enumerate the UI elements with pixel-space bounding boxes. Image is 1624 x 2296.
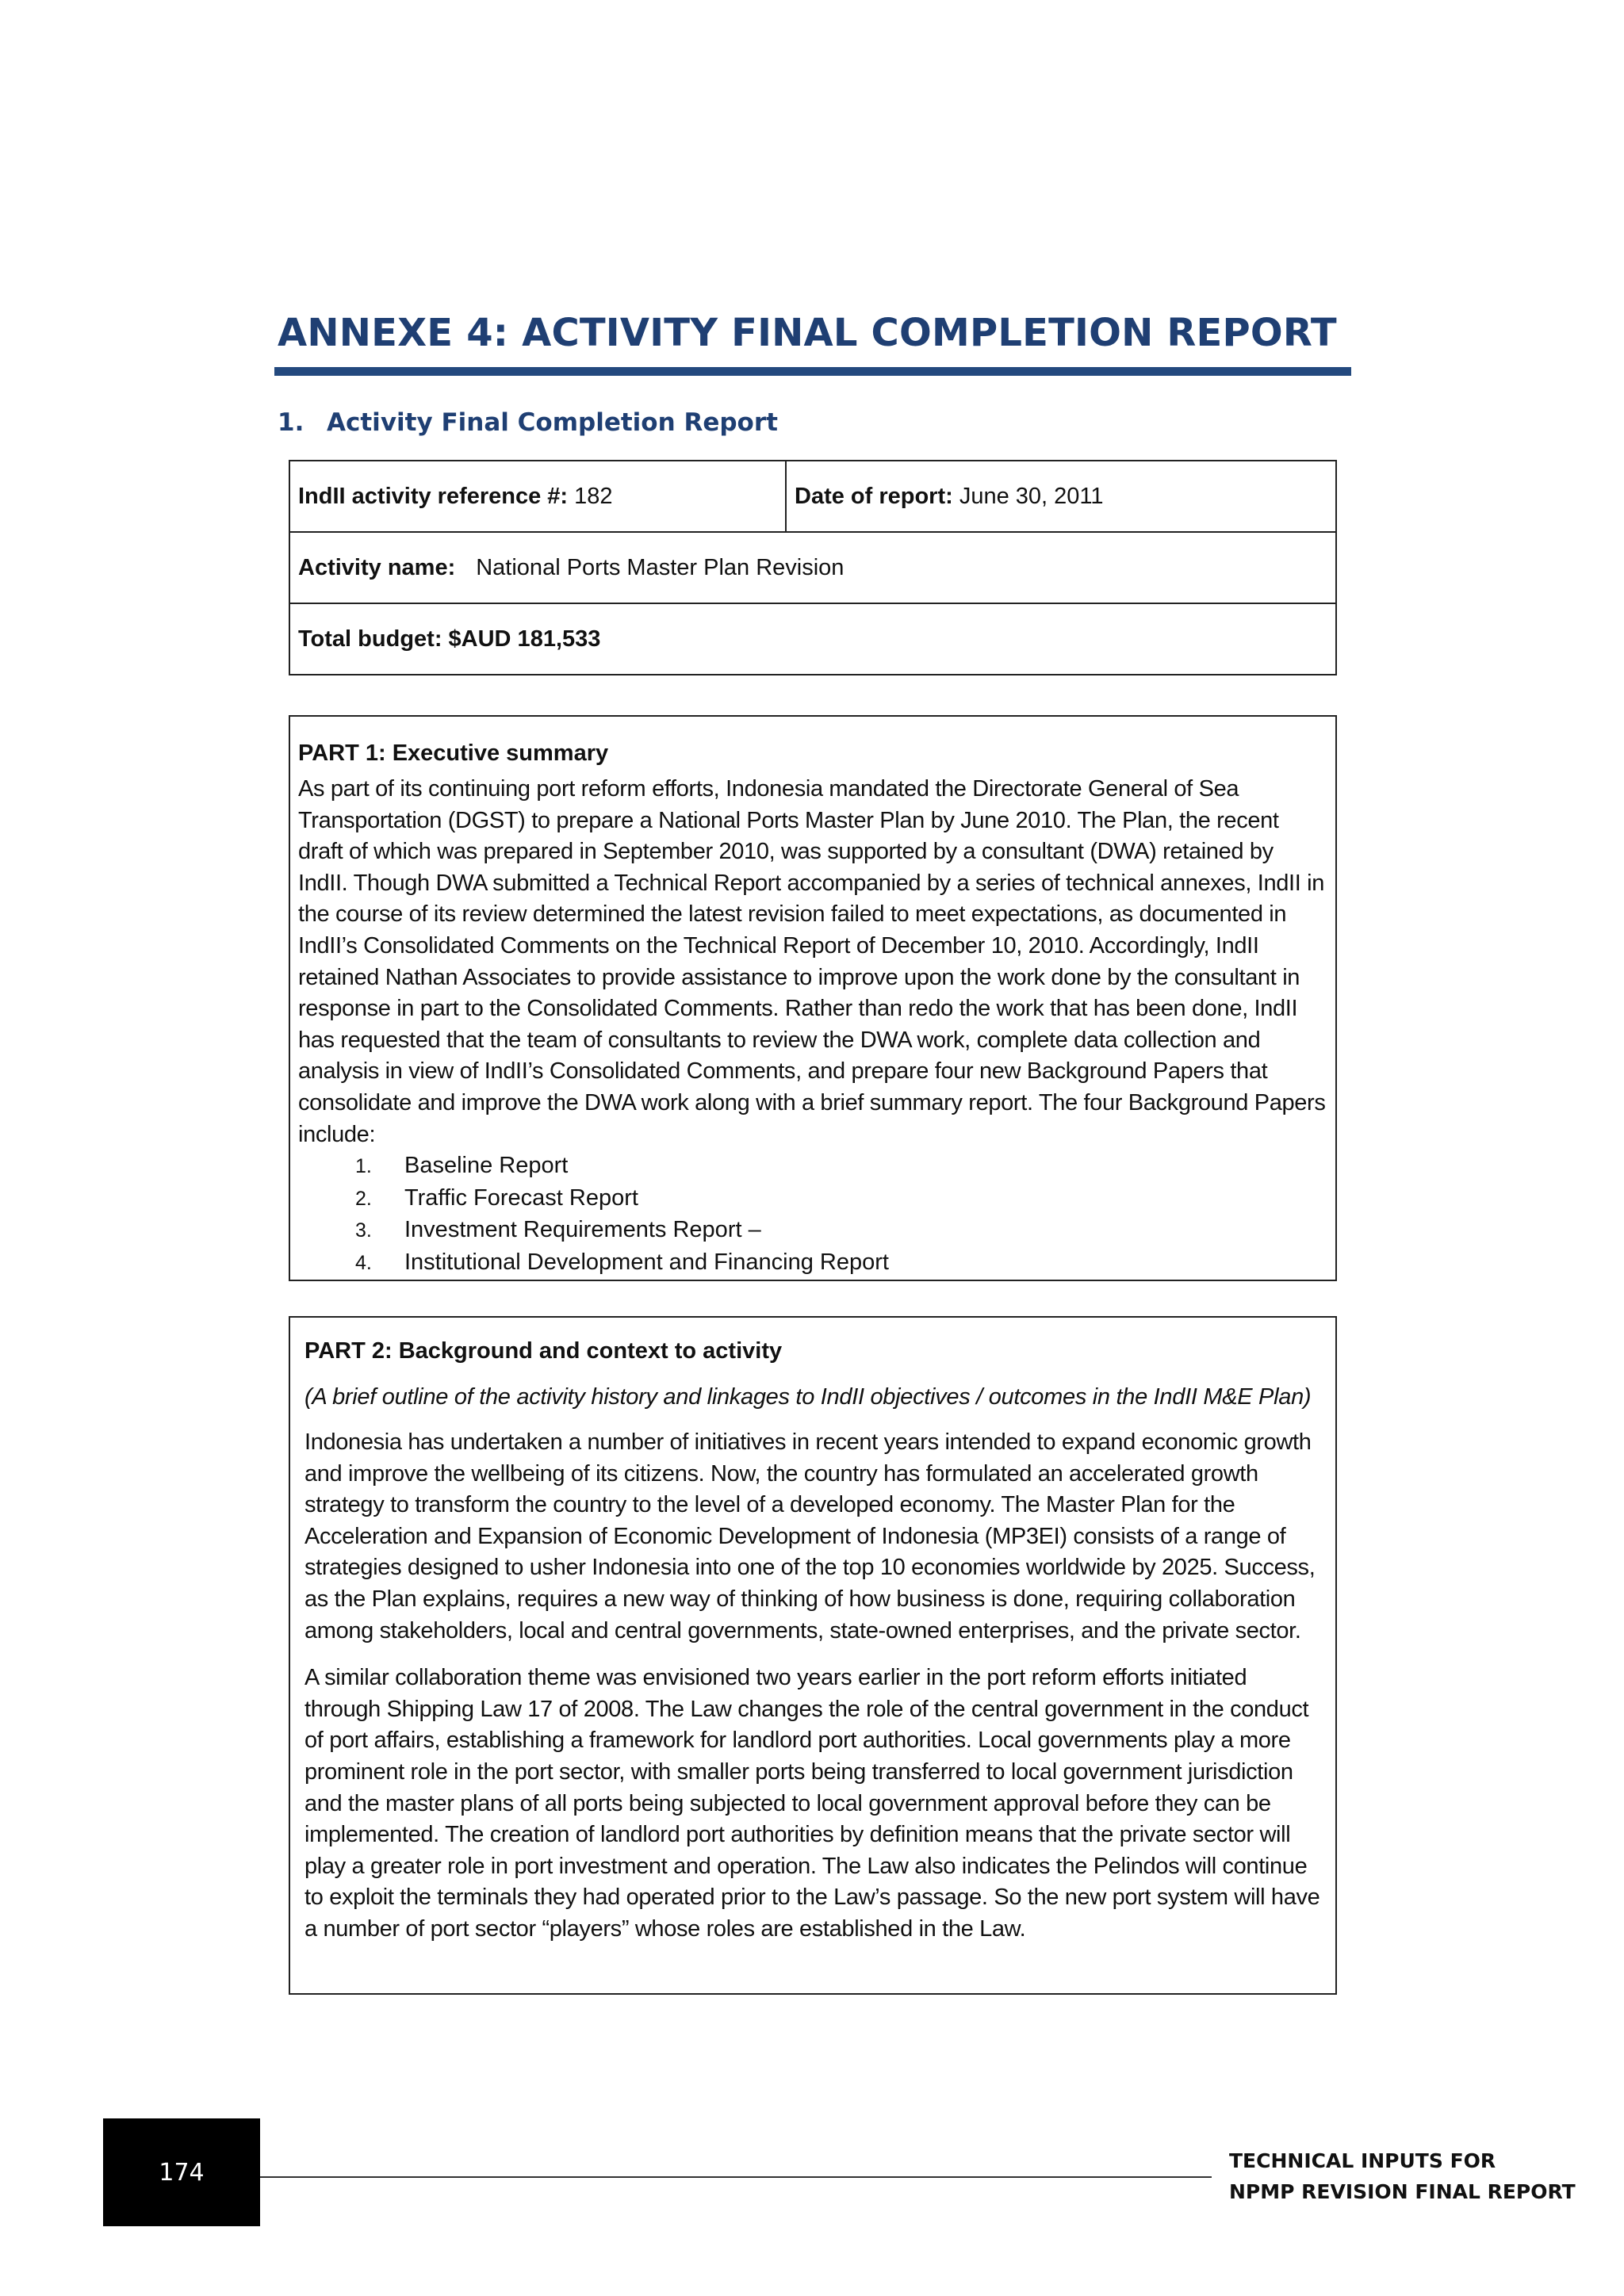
budget-cell (289, 603, 1336, 675)
table-row (289, 532, 1336, 603)
activity-name-label: Activity name: (298, 554, 456, 580)
activity-name-value: National Ports Master Plan Revision (476, 554, 845, 580)
title-underline (274, 367, 1351, 376)
list-item: 3. Investment Requirements Report – (355, 1217, 761, 1243)
reference-cell (289, 461, 786, 532)
part2-paragraph-2: A similar collaboration theme was envisioned two years earlier in the port reform efforts initiated through Shipping Law 17 of 2008. The Law changes the role of the central government in the conduct of port affairs, establishing a framework for landlord port authorities. Local governments play a more prominent role in the port sector, with smaller ports being transferred to local government jurisdiction and the master plans of all ports being subjected to local government approval before they can be implemented. The creation of landlord port authorities by definition means that the private sector will play a greater role in port investment and operation. The Law also indicates the Pelindos will continue to exploit the terminals they had operated prior to the Law’s passage. So the new port system will have a number of port sector “players” whose roles are established in the Law. (304, 1665, 1320, 1942)
part2-box (289, 1316, 1337, 1995)
date-value: June 30, 2011 (959, 483, 1104, 509)
footer-rule (260, 2176, 1212, 2178)
page-title: ANNEXE 4: ACTIVITY FINAL COMPLETION REPORT (278, 311, 1337, 355)
budget-label: Total budget: (298, 626, 442, 652)
part1-box (289, 715, 1337, 1281)
activity-info-table (289, 460, 1337, 675)
part2-note: (A brief outline of the activity history and linkages to IndII objectives / outcomes in the IndII M&E Plan) (304, 1384, 1312, 1410)
list-item: 1. Baseline Report (355, 1153, 569, 1179)
part1-title: PART 1: Executive summary (298, 740, 609, 766)
list-item: 4. Institutional Development and Financing Report (355, 1249, 889, 1275)
date-cell (786, 461, 1336, 532)
part1-paragraph: As part of its continuing port reform efforts, Indonesia mandated the Directorate General of Sea Transportation (DGST) to prepare a National Ports Master Plan by June 2010. The Plan, the recent draft of which was prepared in September 2010, was supported by a consultant (DWA) retained by IndII. Though DWA submitted a Technical Report accompanied by a series of technical annexes, IndII in the course of its review determined the latest revision failed to meet expectations, as documented in IndII’s Consolidated Comments on the Technical Report of December 10, 2010. Accordingly, IndII retained Nathan Associates to provide assistance to improve upon the work done by the consultant in response in part to the Consolidated Comments. Rather than redo the work that has been done, IndII has requested that the team of consultants to review the DWA work, complete data collection and analysis in view of IndII’s Consolidated Comments, and prepare four new Background Papers that consolidate and improve the DWA work along with a brief summary report. The four Background Papers include: (298, 776, 1326, 1147)
page-number-box (103, 2118, 260, 2226)
part2-title: PART 2: Background and context to activity (304, 1338, 783, 1364)
page-number: 174 (159, 2158, 205, 2187)
reference-value: 182 (574, 483, 613, 509)
reference-label: IndII activity reference #: (298, 483, 569, 509)
footer-report-title (1229, 2145, 1576, 2207)
list-item: 2. Traffic Forecast Report (355, 1184, 638, 1211)
table-row (289, 603, 1336, 675)
footer-title-line-2: NPMP REVISION FINAL REPORT (1229, 2180, 1576, 2203)
background-papers-list (298, 1150, 1327, 1279)
section-heading (278, 408, 778, 437)
table-row (289, 461, 1336, 532)
budget-value: $AUD 181,533 (448, 626, 601, 652)
date-label: Date of report: (795, 483, 953, 509)
activity-name-cell (289, 532, 1336, 603)
part2-paragraph-1: Indonesia has undertaken a number of initiatives in recent years intended to expand economic growth and improve the wellbeing of its citizens. Now, the country has formulated an accelerated growth strategy to transform the country to the level of a developed economy. The Master Plan for the Acceleration and Expansion of Economic Development of Indonesia (MP3EI) consists of a range of strategies designed to usher Indonesia into one of the top 10 economies worldwide by 2025. Success, as the Plan explains, requires a new way of thinking of how business is done, requiring collaboration among stakeholders, local and central governments, state-owned enterprises, and the private sector. (304, 1429, 1316, 1644)
footer-title-line-1: TECHNICAL INPUTS FOR (1229, 2149, 1496, 2172)
section-number: 1. (278, 408, 304, 437)
section-title: Activity Final Completion Report (327, 408, 778, 437)
